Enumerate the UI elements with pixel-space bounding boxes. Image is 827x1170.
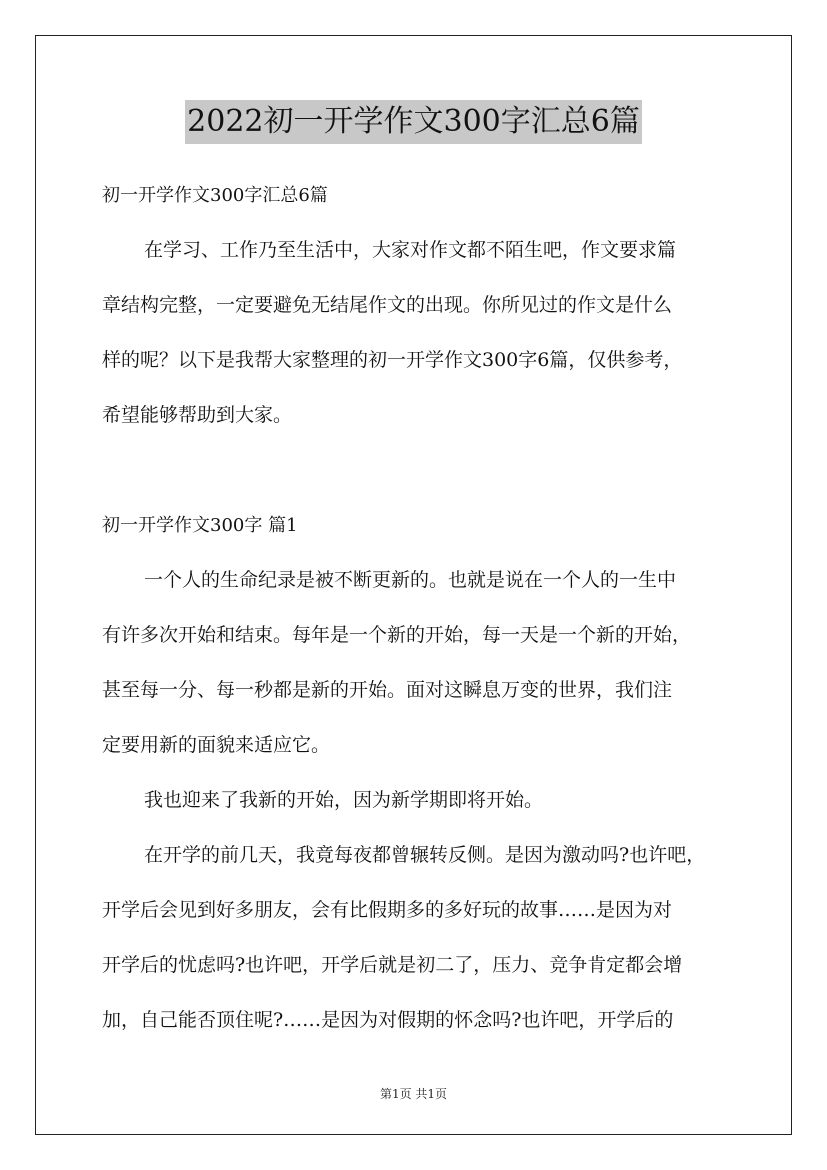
title-container <box>0 100 827 144</box>
section-heading: 初一开学作文300字 篇1 <box>102 515 298 536</box>
paragraph-line: 开学后会见到好多朋友，会有比假期多的多好玩的故事……是因为对 <box>102 899 673 921</box>
paragraph-line: 我也迎来了我新的开始，因为新学期即将开始。 <box>144 789 544 811</box>
intro-line: 样的呢？以下是我帮大家整理的初一开学作文300字6篇，仅供参考， <box>102 349 683 371</box>
spacer <box>102 443 742 498</box>
intro-line: 章结构完整，一定要避免无结尾作文的出现。你所见过的作文是什么 <box>102 294 673 316</box>
intro-line: 希望能够帮助到大家。 <box>102 404 293 426</box>
paragraph-line: 定要用新的面貌来适应它。 <box>102 734 331 756</box>
intro-line: 在学习、工作乃至生活中，大家对作文都不陌生吧，作文要求篇 <box>144 239 677 261</box>
paragraph-line: 在开学的前几天，我竟每夜都曾辗转反侧。是因为激动吗?也许吧， <box>144 844 706 866</box>
document-title: 2022初一开学作文300字汇总6篇 <box>185 100 642 144</box>
document-body <box>102 168 742 1048</box>
paragraph-line: 加，自己能否顶住呢?……是因为对假期的怀念吗?也许吧，开学后的 <box>102 1009 674 1031</box>
page-footer: 第1页 共1页 <box>379 1087 448 1101</box>
paragraph-line: 甚至每一分、每一秒都是新的开始。面对这瞬息万变的世界，我们注 <box>102 679 673 701</box>
paragraph-line: 开学后的忧虑吗?也许吧，开学后就是初二了，压力、竞争肯定都会增 <box>102 954 683 976</box>
paragraph-line: 一个人的生命纪录是被不断更新的。也就是说在一个人的一生中 <box>144 569 677 591</box>
document-subtitle: 初一开学作文300字汇总6篇 <box>102 185 328 206</box>
paragraph-line: 有许多次开始和结束。每年是一个新的开始，每一天是一个新的开始， <box>102 624 692 646</box>
